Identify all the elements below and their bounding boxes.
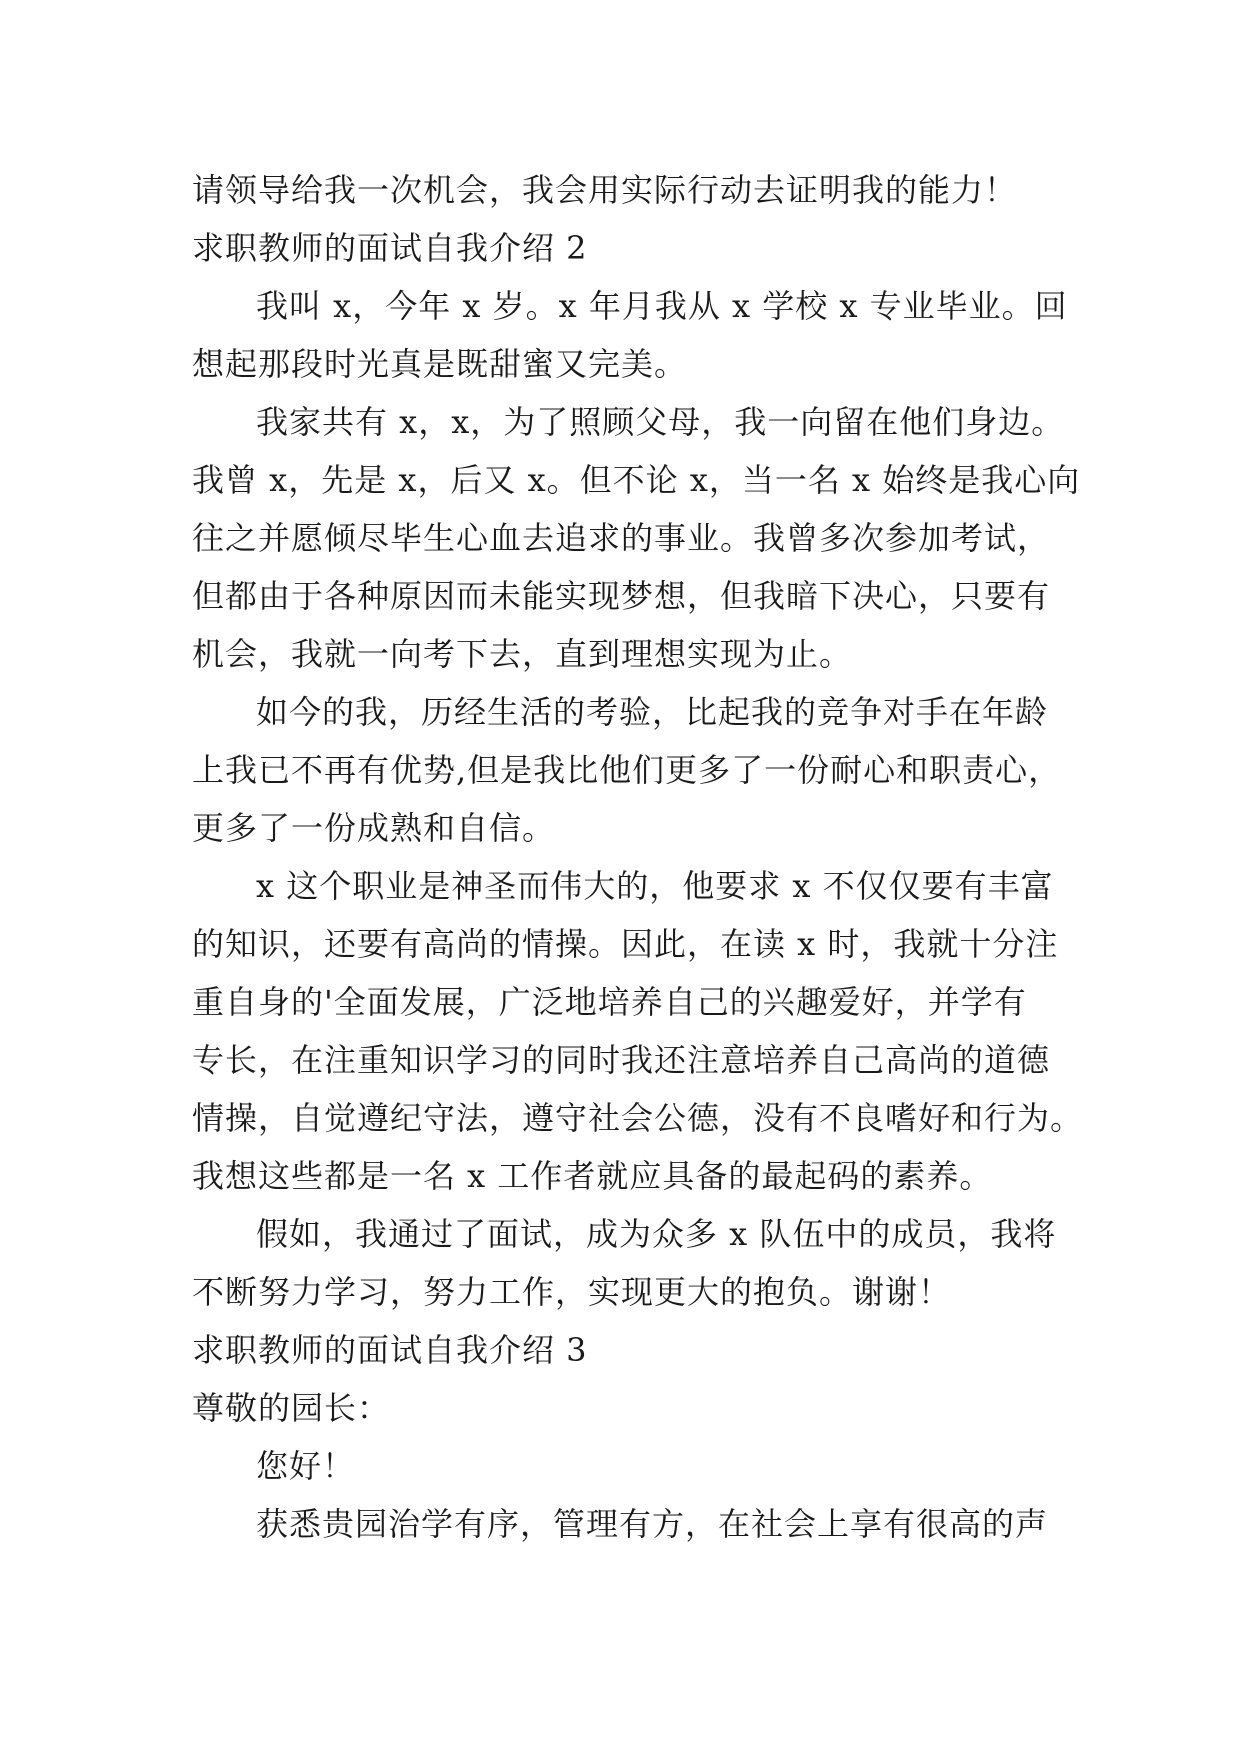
- text-line: 上我已不再有优势,但是我比他们更多了一份耐心和职责心，: [192, 751, 1062, 789]
- text-line: 假如，我通过了面试，成为众多 x 队伍中的成员，我将: [256, 1215, 1057, 1253]
- section-heading: 求职教师的面试自我介绍 3: [192, 1331, 588, 1369]
- text-line: 但都由于各种原因而未能实现梦想，但我暗下决心，只要有: [192, 577, 1051, 615]
- text-line: 我想这些都是一名 x 工作者就应具备的最起码的素养。: [192, 1157, 993, 1195]
- text-line: 更多了一份成熟和自信。: [192, 809, 556, 847]
- text-line: 重自身的'全面发展，广泛地培养自己的兴趣爱好，并学有: [192, 983, 1027, 1021]
- text-line: 不断努力学习，努力工作，实现更大的抱负。谢谢！: [192, 1273, 952, 1311]
- text-line: 我曾 x，先是 x，后又 x。但不论 x，当一名 x 始终是我心向: [192, 461, 1081, 499]
- text-line: 的知识，还要有高尚的情操。因此，在读 x 时，我就十分注: [192, 925, 1059, 963]
- text-line: 专长，在注重知识学习的同时我还注意培养自己高尚的道德: [192, 1041, 1051, 1079]
- text-line: x 这个职业是神圣而伟大的，他要求 x 不仅仅要有丰富: [256, 867, 1054, 905]
- text-line: 往之并愿倾尽毕生心血去追求的事业。我曾多次参加考试，: [192, 519, 1051, 557]
- salutation: 尊敬的园长：: [192, 1389, 391, 1427]
- text-line: 请领导给我一次机会，我会用实际行动去证明我的能力！: [192, 171, 1018, 209]
- text-line: 如今的我，历经生活的考验，比起我的竞争对手在年龄: [256, 693, 1049, 731]
- greeting: 您好！: [256, 1447, 356, 1485]
- section-heading: 求职教师的面试自我介绍 2: [192, 229, 588, 267]
- text-line: 我叫 x，今年 x 岁。x 年月我从 x 学校 x 专业毕业。回: [256, 287, 1068, 325]
- text-line: 机会，我就一向考下去，直到理想实现为止。: [192, 635, 853, 673]
- text-line: 情操，自觉遵纪守法，遵守社会公德，没有不良嗜好和行为。: [192, 1099, 1084, 1137]
- text-line: 我家共有 x，x，为了照顾父母，我一向留在他们身边。: [256, 403, 1065, 441]
- text-line: 想起那段时光真是既甜蜜又完美。: [192, 345, 688, 383]
- text-line: 获悉贵园治学有序，管理有方，在社会上享有很高的声: [256, 1505, 1049, 1543]
